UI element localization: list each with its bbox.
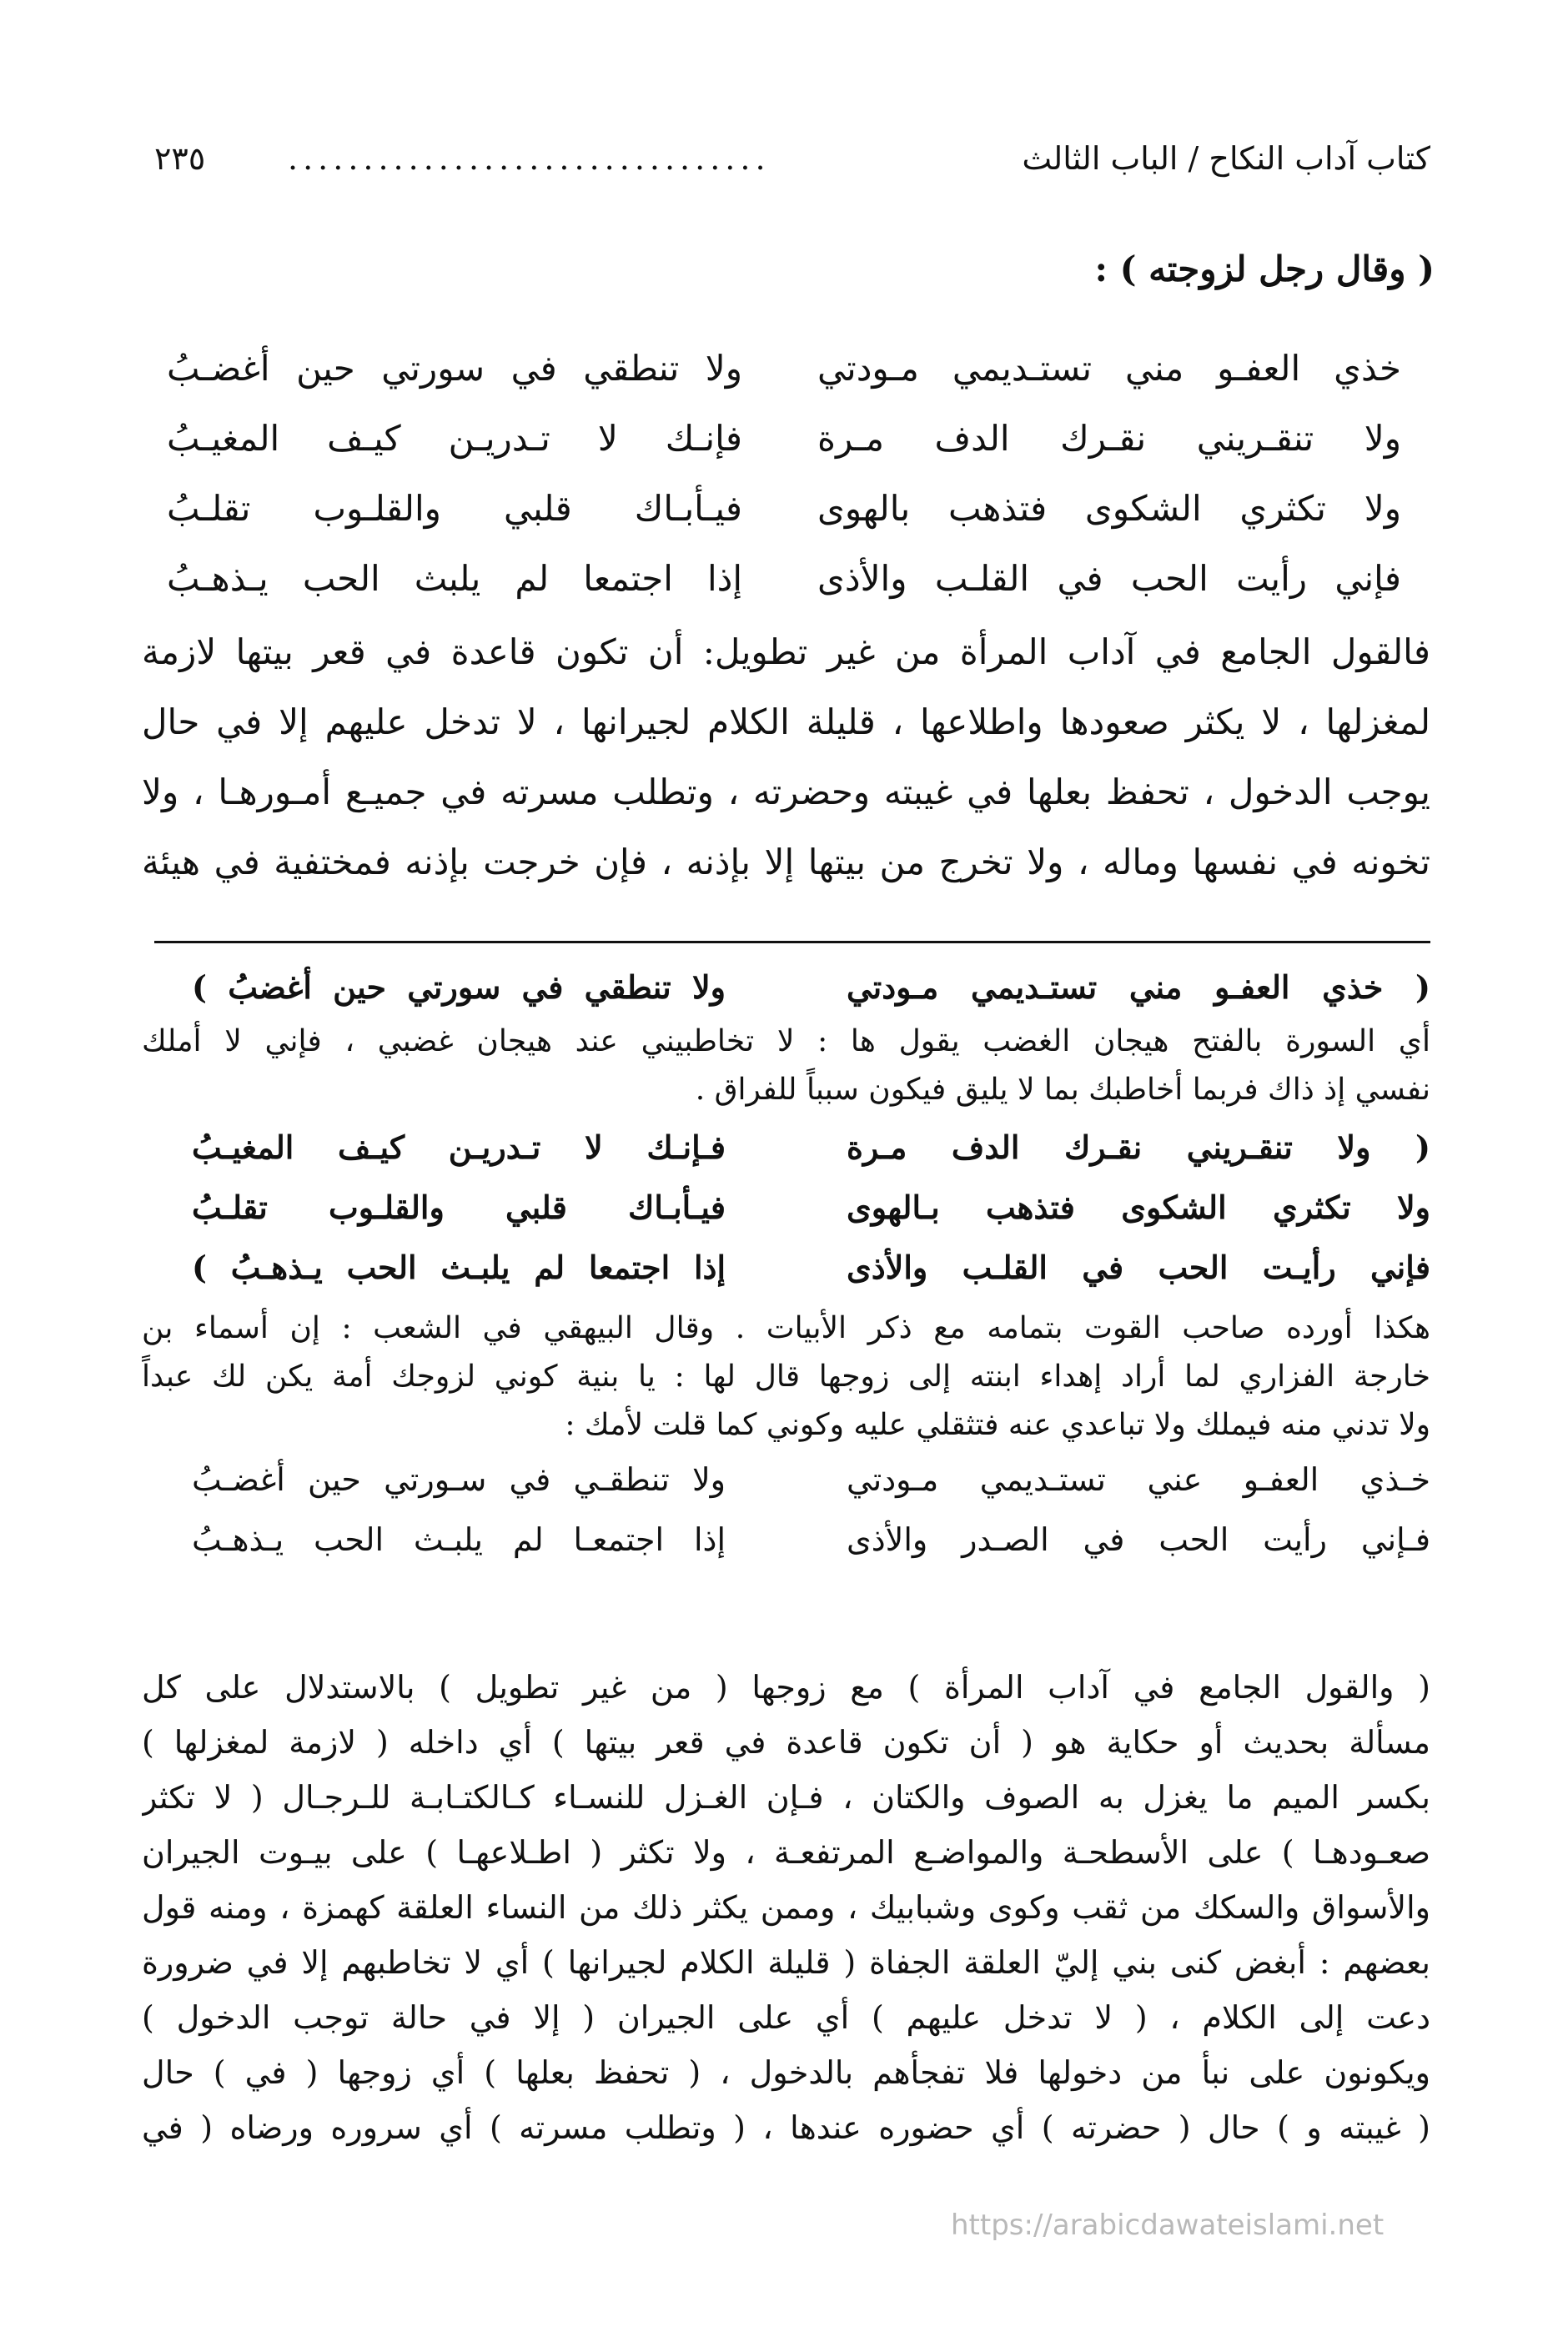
footnote-divider bbox=[154, 941, 1430, 943]
verse-second-half: إذا اجتمعـا لم يلبـث الحب يـذهـبُ bbox=[192, 1521, 726, 1558]
verse-first-half: ولا تنقـريني نقـرك الدف مـرة bbox=[817, 418, 1401, 459]
commentary-verse bbox=[142, 1178, 1430, 1238]
verse-first-half: ( خذي العفـو مني تستـديمي مـودتي bbox=[847, 968, 1430, 1006]
main-paragraph bbox=[142, 617, 1430, 897]
commentary-verse bbox=[142, 1450, 1430, 1510]
verse-second-half: فيـأبـاك قلبي والقلـوب تقلـبُ bbox=[192, 1189, 726, 1226]
commentary-verse bbox=[142, 1238, 1430, 1298]
header-leader-dots: ................................ bbox=[288, 140, 771, 177]
commentary-line: ويكونون على نبأ من دخولها فلا تفجأهم بالدخول ، ( تحفظ بعلها ) أي زوجها ( في ) حال bbox=[142, 2054, 1430, 2091]
commentary-line: مسألة بحديث أو حكاية هو ( أن تكون قاعدة في قعر بيتها ) أي داخله ( لازمة لمغزلها ) bbox=[142, 1724, 1430, 1761]
poem-verse bbox=[167, 334, 1401, 404]
verse-second-half: ولا تنطقـي في سـورتي حين أغضـبُ bbox=[192, 1461, 726, 1498]
verse-second-half: فيـأبـاك قلبي والقلـوب تقلـبُ bbox=[167, 488, 742, 529]
commentary-line: هكذا أورده صاحب القوت بتمامه مع ذكر الأبيات . وقال البيهقي في الشعب : إن أسماء بن bbox=[142, 1311, 1430, 1345]
commentary-line: بكسر الميم ما يغزل به الصوف والكتان ، فـإن الغـزل للنسـاء كـالكتـابـة للـرجـال ( لا تكثر bbox=[142, 1779, 1430, 1816]
paragraph-line: يوجب الدخول ، تحفظ بعلها في غيبته وحضرته ، وتطلب مسرته في جميـع أمـورهـا ، ولا bbox=[142, 771, 1430, 812]
commentary-line: نفسي إذ ذاك فربما أخاطبك بما لا يليق فيكون سبباً للفراق . bbox=[695, 1073, 1430, 1107]
watermark-url: https://arabicdawateislami.net bbox=[951, 2209, 1385, 2242]
paragraph-line: تخونه في نفسها وماله ، ولا تخرج من بيتها إلا بإذنه ، فإن خرجت بإذنه فمختفية في هيئة bbox=[142, 842, 1430, 882]
commentary-block-2 bbox=[142, 1660, 1430, 2155]
verse-second-half: إذا اجتمعا لم يلبث الحب يـذهـبُ bbox=[167, 558, 742, 599]
verse-second-half: ولا تنطقي في سورتي حين أغضبُ ) bbox=[192, 968, 726, 1006]
verse-second-half: فـإنـك لا تـدريـن كيـف المغيـبُ bbox=[192, 1128, 726, 1166]
page-number: ٢٣٥ bbox=[154, 140, 206, 177]
section-heading: ( وقال رجل لزوجته ) : bbox=[1094, 249, 1435, 289]
verse-first-half: خذي العفـو مني تستـديمي مـودتي bbox=[817, 348, 1401, 389]
running-header bbox=[154, 133, 1430, 183]
commentary-line: خارجة الفزاري لما أراد إهداء ابنته إلى زوجها قال لها : يا بنية كوني لزوجك أمة يكن لك عبداً bbox=[142, 1359, 1430, 1394]
main-poem bbox=[167, 334, 1401, 614]
verse-first-half: ولا تكثري الشكوى فتذهب بـالهوى bbox=[847, 1189, 1430, 1226]
commentary-text bbox=[142, 1304, 1430, 1450]
verse-first-half: فـإني رأيت الحب في الصـدر والأذى bbox=[847, 1521, 1430, 1558]
verse-first-half: خـذي العفـو عني تستـديمي مـودتي bbox=[847, 1461, 1430, 1498]
commentary-line: ( والقول الجامع في آداب المرأة ) مع زوجها ( من غير تطويل ) بالاستدلال على كل bbox=[142, 1669, 1430, 1706]
verse-second-half: ولا تنطقي في سورتي حين أغضـبُ bbox=[167, 348, 742, 389]
commentary-verse bbox=[142, 1510, 1430, 1570]
verse-second-half: فإنـك لا تـدريـن كيـف المغيـبُ bbox=[167, 418, 742, 459]
commentary-verse bbox=[142, 1118, 1430, 1178]
commentary-line: دعت إلى الكلام ، ( لا تدخل عليهم ) أي على الجيران ( إلا في حالة توجب الدخول ) bbox=[142, 1999, 1430, 2036]
paragraph-line: فالقول الجامع في آداب المرأة من غير تطويل: أن تكون قاعدة في قعر بيتها لازمة bbox=[142, 631, 1430, 672]
commentary-verse bbox=[142, 957, 1430, 1018]
header-title: كتاب آداب النكاح / الباب الثالث bbox=[1022, 140, 1430, 177]
verse-first-half: فإني رأيت الحب في القلـب والأذى bbox=[817, 558, 1401, 599]
verse-second-half: إذا اجتمعا لم يلبـث الحب يـذهـبُ ) bbox=[192, 1249, 726, 1286]
verse-first-half: ( ولا تنقـريني نقـرك الدف مـرة bbox=[847, 1128, 1430, 1166]
commentary-line: بعضهم : أبغض كنى بني إليّ العلقة الجفاة ( قليلة الكلام لجيرانها ) أي لا تخاطبهم إلا في ضرورة bbox=[142, 1944, 1430, 1981]
commentary-line: صعـودهـا ) على الأسطحـة والمواضـع المرتفعـة ، ولا تكثر ( اطـلاعهـا ) على بيـوت الجيران bbox=[142, 1834, 1430, 1871]
paragraph-line: لمغزلها ، لا يكثر صعودها واطلاعها ، قليلة الكلام لجيرانها ، لا تدخل عليهم إلا في حال bbox=[142, 701, 1430, 742]
commentary-line: ولا تدني منه فيملك ولا تباعدي عنه فتثقلي عليه وكوني كما قلت لأمك : bbox=[565, 1408, 1430, 1442]
commentary-line: والأسواق والسكك من ثقب وكوى وشبابيك ، وممن يكثر ذلك من النساء العلقة كهمزة ، ومنه قول bbox=[142, 1889, 1430, 1926]
poem-verse bbox=[167, 474, 1401, 544]
commentary-block-1 bbox=[142, 957, 1430, 1570]
commentary-line: أي السورة بالفتح هيجان الغضب يقول ها : لا تخاطبيني عند هيجان غضبي ، فإني لا أملك bbox=[142, 1024, 1430, 1058]
poem-verse bbox=[167, 404, 1401, 474]
commentary-line: ( غيبته و ) حال ( حضرته ) أي حضوره عندها ، ( وتطلب مسرته ) أي سروره ورضاه ( في bbox=[142, 2109, 1430, 2146]
verse-first-half: ولا تكثري الشكوى فتذهب بالهوى bbox=[817, 488, 1401, 529]
verse-first-half: فإني رأيـت الحب في القلـب والأذى bbox=[847, 1249, 1430, 1286]
commentary-text bbox=[142, 1018, 1430, 1114]
poem-verse bbox=[167, 544, 1401, 614]
